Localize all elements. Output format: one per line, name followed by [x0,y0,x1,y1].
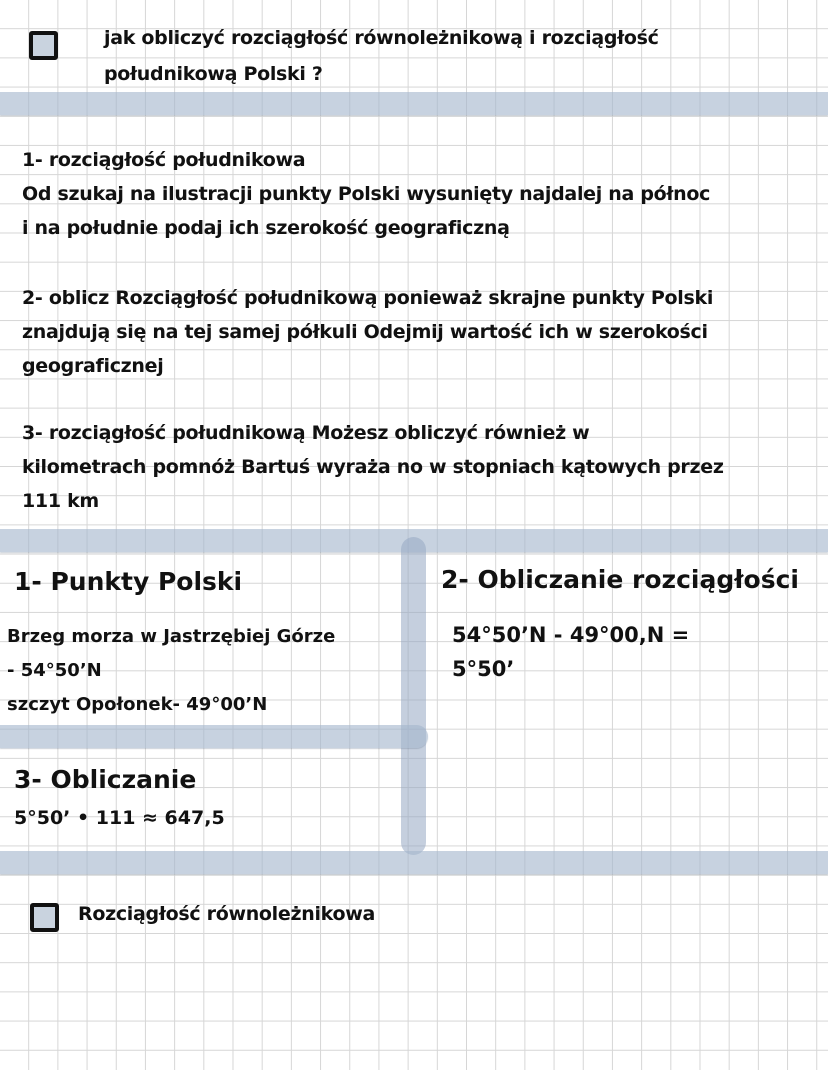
step-line: geograficznej [22,355,164,377]
question-text [104,20,659,92]
divider-band-middle [0,725,428,748]
question-line: jak obliczyć rozciągłość równoleżnikową i rozciągłość [104,27,659,49]
box-extent-body [452,618,689,686]
extent-line: 5°50’ [452,657,515,681]
divider-band-boxes-bottom [0,851,828,874]
box-points-title: 1- Punkty Polski [14,567,243,596]
point-line: Brzeg morza w Jastrzębiej Górze [7,626,336,647]
box-calc-title: 3- Obliczanie [14,765,197,794]
question-line: południkową Polski ? [104,63,323,85]
divider-band-vertical [401,537,426,855]
step-line: znajdują się na tej samej półkuli Odejmij wartość ich w szerokości [22,321,708,343]
step-line: kilometrach pomnóż Bartuś wyraża no w stopniach kątowych przez [22,456,724,478]
step-line: Od szukaj na ilustracji punkty Polski wysunięty najdalej na północ [22,183,711,205]
step-1 [22,143,710,245]
box-calc-formula: 5°50’ • 111 ≈ 647,5 [14,807,225,829]
step-3 [22,416,724,518]
extent-line: 54°50’N - 49°00,N = [452,623,690,647]
step-line: 1- rozciągłość południkowa [22,149,306,171]
point-line: szczyt Opołonek- 49°00’N [7,694,268,715]
step-line: 3- rozciągłość południkową Możesz obliczyć również w [22,422,590,444]
step-line: 2- oblicz Rozciągłość południkową ponieważ skrajne punkty Polski [22,287,714,309]
step-2 [22,281,713,383]
box-points-body [7,620,335,722]
box-points [14,565,242,599]
question-checkbox[interactable] [29,31,58,60]
box-extent [441,563,799,597]
point-line: - 54°50’N [7,660,102,681]
divider-band-top [0,92,828,115]
step-line: 111 km [22,490,99,512]
step-line: i na południe podaj ich szerokość geograficzną [22,217,510,239]
next-task-checkbox[interactable] [30,903,59,932]
box-calc [14,763,196,797]
box-extent-title: 2- Obliczanie rozciągłości [441,565,799,594]
next-task-label: Rozciągłość równoleżnikowa [78,903,376,925]
